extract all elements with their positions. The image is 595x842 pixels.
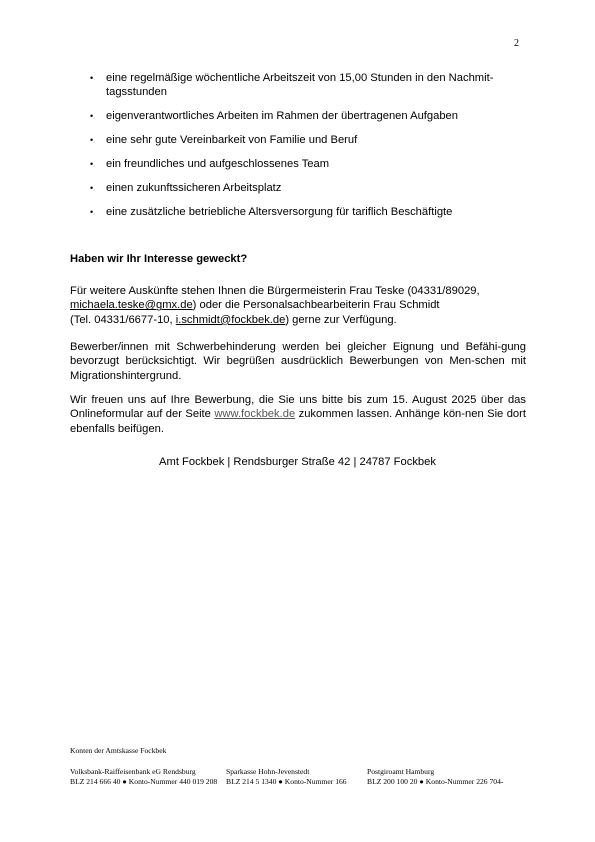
section-heading: Haben wir Ihr Interesse geweckt? (70, 253, 248, 265)
bank-details: BLZ 214 666 40 ● Konto-Nummer 440 019 208 (70, 777, 218, 786)
bank-account (70, 767, 220, 787)
bullet-icon: • (90, 183, 94, 193)
bank-account (367, 767, 532, 787)
contact-middle: ) oder die Personalsachbearbeiterin Frau Schmidt (192, 299, 440, 312)
bank-name: Sparkasse Hohn-Jevenstedt (226, 767, 310, 776)
email-link-schmidt[interactable]: i.schmidt@fockbek.de (175, 313, 286, 326)
bank-name: Postgiroamt Hamburg (367, 767, 435, 776)
disability-note: Bewerber/innen mit Schwerbehinderung werden bei gleicher Eignung und Befähi-gung bevorzugt berücksichtigt. Wir begrüßen ausdrücklich Bewerbungen von Men-schen mit Migrationshintergrund. (70, 341, 526, 382)
bank-name: Volksbank-Raiffeisenbank eG Rendsburg (70, 767, 196, 776)
bank-details: BLZ 200 100 20 ● Konto-Nummer 226 704- (367, 777, 504, 786)
application-paragraph (70, 393, 526, 436)
list-item-text: einen zukunftssicheren Arbeitsplatz (106, 182, 282, 194)
benefits-list (88, 71, 528, 229)
bullet-icon: • (90, 135, 94, 145)
bank-details: BLZ 214 5 1340 ● Konto-Nummer 166 (226, 777, 347, 786)
list-item-text: eine regelmäßige wöchentliche Arbeitszeit von 15,00 Stunden in den Nachmit-tagsstunden (106, 72, 494, 98)
list-item-text: eine sehr gute Vereinbarkeit von Familie und Beruf (106, 134, 358, 146)
list-item-text: ein freundliches und aufgeschlossenes Team (106, 158, 330, 170)
list-item (88, 181, 528, 195)
bullet-icon: • (90, 111, 94, 121)
contact-paragraph (70, 284, 526, 327)
list-item-text: eine zusätzliche betriebliche Altersversorgung für tariflich Beschäftigte (106, 206, 453, 218)
bullet-icon: • (90, 159, 94, 169)
bullet-icon: • (90, 207, 94, 217)
list-item (88, 157, 528, 171)
list-item (88, 71, 528, 99)
list-item (88, 109, 528, 123)
list-item (88, 205, 528, 219)
contact-intro: Für weitere Auskünfte stehen Ihnen die Bürgermeisterin Frau Teske (04331/89029, (70, 285, 480, 297)
application-text-2: zukommen lassen. Anhänge kön-nen Sie dort ebenfalls beifügen. (70, 408, 526, 435)
footer-title: Konten der Amtskasse Fockbek (70, 746, 167, 755)
bank-account (226, 767, 361, 787)
address-line: Amt Fockbek | Rendsburger Straße 42 | 24787 Fockbek (159, 456, 436, 468)
contact-outro: ) gerne zur Verfügung. (285, 313, 397, 326)
contact-phone: (Tel. 04331/6677-10, (70, 313, 176, 326)
list-item (88, 133, 528, 147)
list-item-text: eigenverantwortliches Arbeiten im Rahmen der übertragenen Aufgaben (106, 110, 459, 122)
website-link[interactable]: www.fockbek.de (214, 408, 296, 421)
email-link-teske[interactable]: michaela.teske@gmx.de (70, 299, 193, 312)
application-text-1: Wir freuen uns auf Ihre Bewerbung, die Sie uns bitte bis zum 15. August 2025 über das Onlineformular auf der Seite (70, 394, 526, 421)
bullet-icon: • (90, 73, 94, 83)
footer-bank-accounts (70, 746, 530, 786)
page-number: 2 (514, 38, 519, 49)
